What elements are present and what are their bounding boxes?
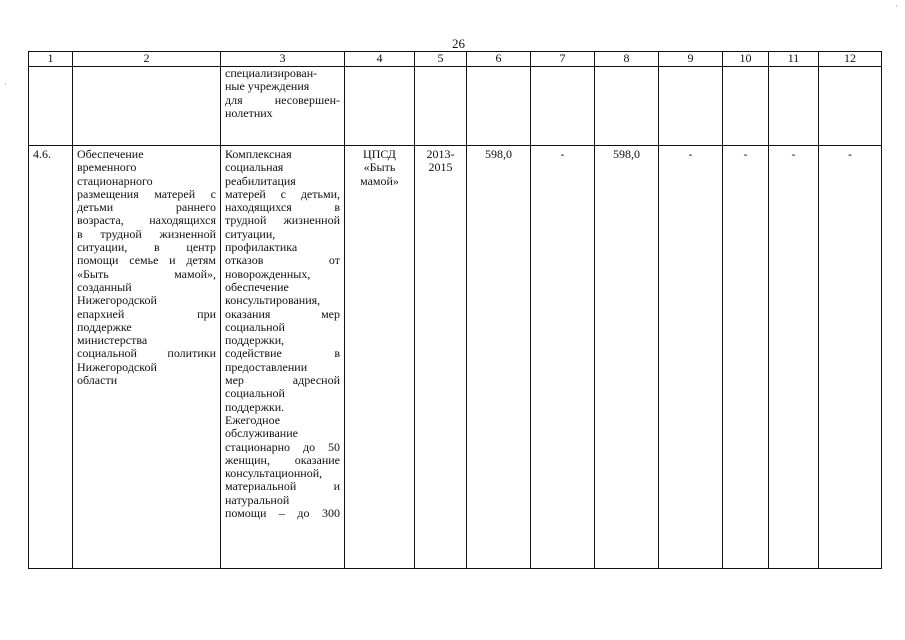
text-line: поддержки, — [225, 333, 285, 348]
header-col-11: 11 — [769, 52, 819, 67]
text-line: матерей с детьми, — [225, 186, 340, 201]
amount-col11: - — [769, 146, 819, 569]
text-line: ные учреждения — [225, 79, 310, 94]
header-col-4: 4 — [345, 52, 415, 67]
text-line: стационарного — [77, 173, 153, 188]
text-line: социальной — [225, 386, 285, 401]
text-line: оказания мер — [225, 306, 340, 321]
text-line: ЦПСД — [363, 147, 396, 161]
cell — [467, 67, 531, 146]
text-line: обслуживание — [225, 426, 298, 441]
header-row — [29, 52, 882, 67]
text-line: консультирования, — [225, 293, 321, 308]
header-col-9: 9 — [659, 52, 723, 67]
text-line: поддержки. — [225, 399, 285, 414]
program-table — [28, 51, 882, 569]
text-line: предоставлении — [225, 359, 308, 374]
text-line: 2013- — [426, 147, 455, 161]
text-line: реабилитация — [225, 173, 296, 188]
text-line: поддержке — [77, 319, 132, 334]
text-line: «Быть — [363, 160, 396, 175]
cell — [531, 67, 595, 146]
text-line: созданный — [77, 279, 132, 294]
cell — [73, 67, 221, 146]
text-line: Ежегодное — [225, 412, 281, 427]
text-line: новорожденных, — [225, 266, 311, 281]
amount-col7: - — [531, 146, 595, 569]
cell — [769, 67, 819, 146]
text-line: помощи – до 300 — [225, 506, 340, 521]
event-description — [73, 146, 221, 569]
text-line: ситуации, — [225, 226, 276, 241]
text-line: нолетних — [225, 105, 273, 120]
text-line: Обеспечение — [77, 147, 144, 161]
header-col-3: 3 — [221, 52, 345, 67]
cell — [415, 67, 467, 146]
text-line: возраста, находящихся — [77, 213, 216, 228]
cell — [819, 67, 882, 146]
text-line: ситуации, в центр — [77, 240, 216, 255]
text-line: Комплексная — [225, 147, 292, 161]
header-col-2: 2 — [73, 52, 221, 67]
continuation-row — [29, 67, 882, 146]
cell — [595, 67, 659, 146]
continuation-col3 — [221, 67, 345, 146]
header-col-7: 7 — [531, 52, 595, 67]
text-line: министерства — [77, 333, 148, 348]
text-line: детьми раннего — [77, 200, 216, 215]
header-col-12: 12 — [819, 52, 882, 67]
text-line: епархией при — [77, 306, 216, 321]
scan-dot: · — [4, 80, 7, 90]
text-line: натуральной — [225, 492, 290, 507]
table-row — [29, 146, 882, 569]
text-line: социальной — [225, 319, 285, 334]
cell — [723, 67, 769, 146]
text-line: находящихся в — [225, 200, 340, 215]
row-number: 4.6. — [29, 146, 73, 569]
header-col-8: 8 — [595, 52, 659, 67]
text-line: мер адресной — [225, 373, 340, 388]
text-line: отказов от — [225, 253, 340, 268]
header-col-1: 1 — [29, 52, 73, 67]
text-line: «Быть мамой», — [77, 266, 216, 281]
text-line: социальная — [225, 160, 284, 175]
text-line: женщин, оказание — [225, 452, 340, 467]
header-col-10: 10 — [723, 52, 769, 67]
amount-col10: - — [723, 146, 769, 569]
text-line: профилактика — [225, 240, 298, 255]
text-line: размещения матерей с — [77, 186, 216, 201]
text-line: материальной и — [225, 479, 340, 494]
header-col-5: 5 — [415, 52, 467, 67]
text-line: трудной жизненной — [225, 213, 340, 228]
period — [415, 146, 467, 569]
cell — [29, 67, 73, 146]
text-line: Нижегородской — [77, 359, 157, 374]
cell — [659, 67, 723, 146]
text-line: временного — [77, 160, 137, 175]
text-line: специализирован- — [225, 66, 318, 80]
executor — [345, 146, 415, 569]
text-line: области — [77, 373, 118, 388]
text-line: мамой» — [360, 173, 399, 188]
text-line: консультационной, — [225, 466, 323, 481]
amount-col8: 598,0 — [595, 146, 659, 569]
header-col-6: 6 — [467, 52, 531, 67]
amount-col6: 598,0 — [467, 146, 531, 569]
scan-dot: · — [895, 2, 898, 12]
page-number: 26 — [452, 36, 465, 51]
text-line: 2015 — [428, 160, 453, 175]
text-line: Нижегородской — [77, 293, 157, 308]
text-line: в трудной жизненной — [77, 226, 216, 241]
event-content — [221, 146, 345, 569]
text-line: содействие в — [225, 346, 340, 361]
amount-col12: - — [819, 146, 882, 569]
text-line: стационарно до 50 — [225, 439, 340, 454]
cell — [345, 67, 415, 146]
amount-col9: - — [659, 146, 723, 569]
text-line: социальной политики — [77, 346, 216, 361]
text-line: помощи семье и детям — [77, 253, 216, 268]
text-line: для несовершен- — [225, 92, 340, 107]
text-line: обеспечение — [225, 279, 289, 294]
